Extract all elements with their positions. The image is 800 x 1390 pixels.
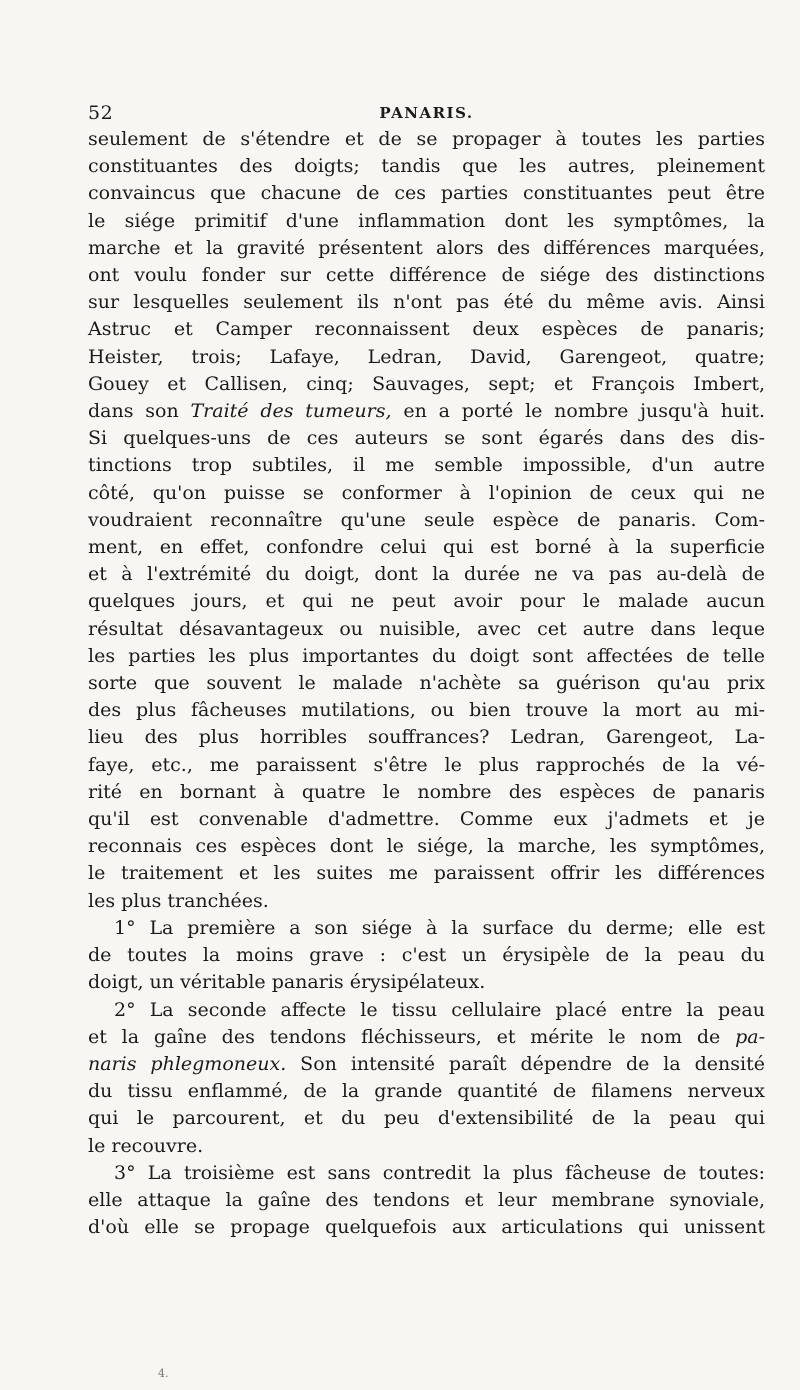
page-number: 52 [88,102,114,124]
paragraph-third-species: 3° La troisième est sans contredit la plus fâcheuse de toutes: [114,1161,765,1184]
text-line: sur lesquelles seulement ils n'ont pas été du même avis. Ainsi [88,291,765,314]
signature-mark: 4. [158,1367,169,1380]
text-line: qu'il est convenable d'admettre. Comme eux j'admets et je [88,808,765,831]
text-line: d'où elle se propage quelquefois aux articulations qui unissent [88,1216,765,1239]
running-head [88,98,765,126]
body-text [88,126,765,1241]
text-line: Heister, trois; Lafaye, Ledran, David, Garengeot, quatre; [88,345,765,368]
text-line: de toutes la moins grave : c'est un érysipèle de la peau du [88,944,765,967]
text-line: les parties les plus importantes du doigt sont affectées de telle [88,644,765,667]
paragraph-second-species: 2° La seconde affecte le tissu cellulaire placé entre la peau [114,998,765,1021]
text-line: faye, etc., me paraissent s'être le plus rapprochés de la vé- [88,753,765,776]
text-line: qui le parcourent, et du peu d'extensibilité de la peau qui [88,1107,765,1130]
text-line: tinctions trop subtiles, il me semble impossible, d'un autre [88,454,765,477]
text-line: ont voulu fonder sur cette différence de siége des distinctions [88,264,765,287]
text-line: rité en bornant à quatre le nombre des espèces de panaris [88,780,765,803]
text-line: voudraient reconnaître qu'une seule espèce de panaris. Com- [88,508,765,531]
text-line: reconnais ces espèces dont le siége, la marche, les symptômes, [88,835,765,858]
text-line: résultat désavantageux ou nuisible, avec cet autre dans leque [88,617,765,640]
italic-term: pa- [735,1025,765,1048]
text-run: dans son [88,400,191,423]
text-line: côté, qu'on puisse se conformer à l'opinion de ceux qui ne [88,481,765,504]
text-line: elle attaque la gaîne des tendons et leur membrane synoviale, [88,1188,765,1211]
text-line-with-italic-term [88,1051,765,1078]
italic-term: naris phlegmoneux. [88,1052,287,1075]
text-line-with-italic-term [88,1024,765,1051]
text-run: Son intensité paraît dépendre de la densité [286,1052,765,1075]
book-title-italic: Traité des tumeurs, [190,400,392,423]
text-line: des plus fâcheuses mutilations, ou bien trouve la mort au mi- [88,699,765,722]
text-line: Astruc et Camper reconnaissent deux espèces de panaris; [88,318,765,341]
text-line: doigt, un véritable panaris érysipélateux. [88,971,486,994]
text-line: convaincus que chacune de ces parties constituantes peut être [88,182,765,205]
text-line: les plus tranchées. [88,889,269,912]
text-line: seulement de s'étendre et de se propager à toutes les parties [88,128,765,150]
text-line: marche et la gravité présentent alors des différences marquées, [88,236,765,259]
text-run: en a porté le nombre jusqu'à huit. [391,400,765,423]
text-line: et à l'extrémité du doigt, dont la durée ne va pas au-delà de [88,563,765,586]
text-line: le recouvre. [88,1134,204,1157]
text-line-with-italic-title [88,398,765,425]
text-line: constituantes des doigts; tandis que les autres, pleinement [88,155,765,178]
text-line: sorte que souvent le malade n'achète sa guérison qu'au prix [88,672,765,695]
text-line: Si quelques-uns de ces auteurs se sont égarés dans des dis- [88,427,765,450]
text-line: le traitement et les suites me paraissent offrir les différences [88,862,765,885]
text-line: ment, en effet, confondre celui qui est borné à la superficie [88,536,765,559]
text-line: le siége primitif d'une inflammation dont les symptômes, la [88,209,765,232]
text-line: lieu des plus horribles souffrances? Ledran, Garengeot, La- [88,726,765,749]
text-run: et la gaîne des tendons fléchisseurs, et mérite le nom de [88,1025,736,1048]
paragraph-first-species: 1° La première a son siége à la surface du derme; elle est [114,916,765,939]
text-line: Gouey et Callisen, cinq; Sauvages, sept; et François Imbert, [88,372,765,395]
text-line: du tissu enflammé, de la grande quantité de filamens nerveux [88,1080,765,1103]
running-title: PANARIS. [379,104,474,122]
text-line: quelques jours, et qui ne peut avoir pour le malade aucun [88,590,765,613]
